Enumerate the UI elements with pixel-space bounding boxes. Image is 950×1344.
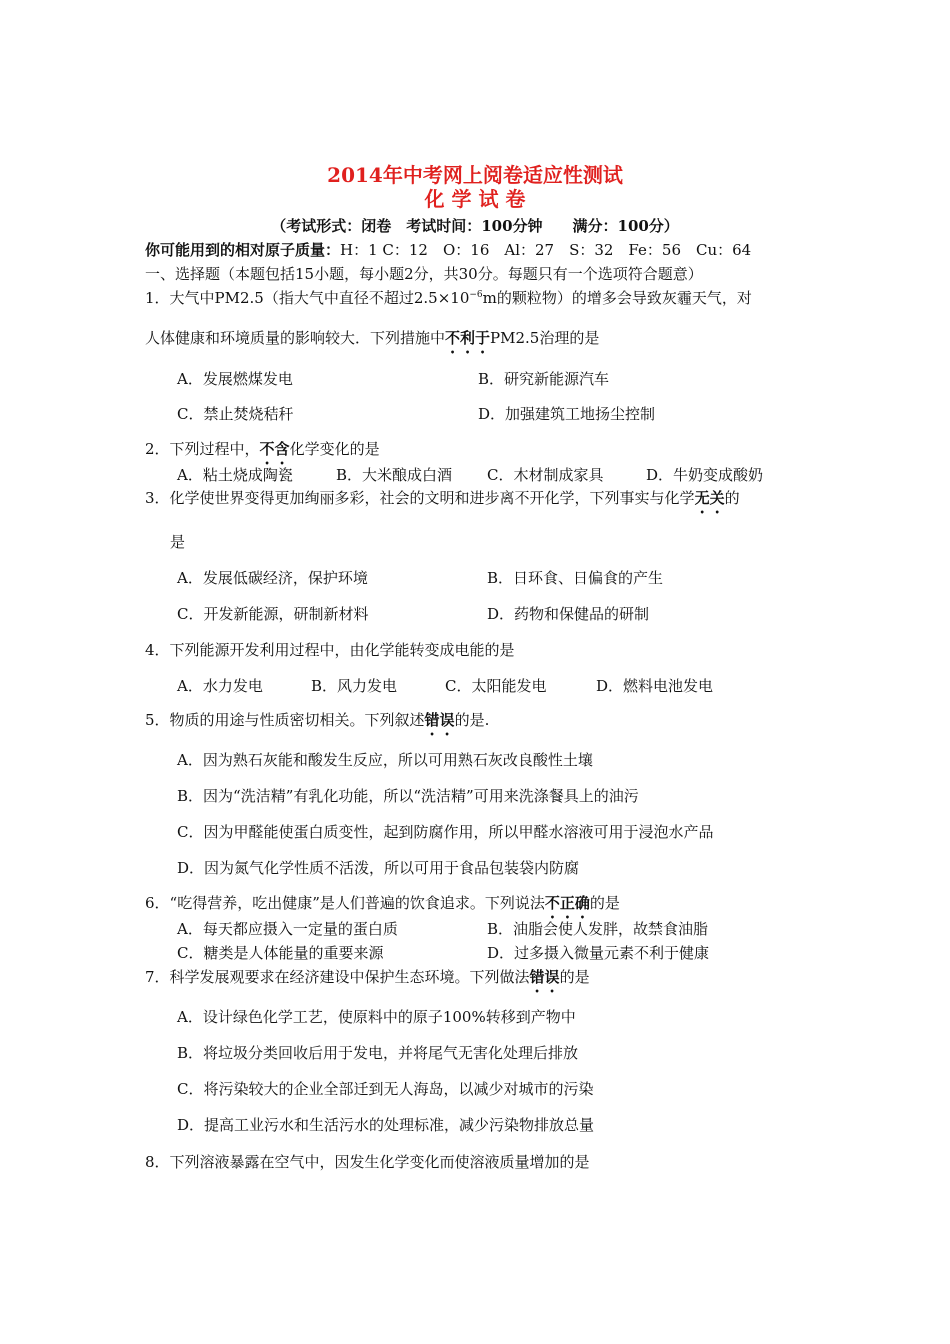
q3-text-a: 3．化学使世界变得更加绚丽多彩，社会的文明和进步离不开化学，下列事实与化学: [145, 489, 695, 507]
q2-option-b[interactable]: B．大米酿成白酒: [336, 466, 453, 484]
q2-emphasis: 不含: [259, 440, 290, 458]
q5-emphasis: 错误: [424, 711, 455, 729]
q1-option-b[interactable]: B．研究新能源汽车: [478, 370, 610, 388]
q2-stem: [145, 439, 380, 468]
q1-exponent: −6: [469, 290, 483, 300]
q7-option-a[interactable]: A．设计绿色化学工艺，使原料中的原子100%转移到产物中: [177, 1008, 576, 1026]
q5-text-b: 的是.: [454, 711, 490, 729]
q6-option-a[interactable]: A．每天都应摄入一定量的蛋白质: [177, 920, 398, 938]
q5-option-b[interactable]: B．因为“洗洁精”有乳化功能，所以“洗洁精”可用来洗涤餐具上的油污: [177, 787, 639, 805]
q4-option-a[interactable]: A．水力发电: [177, 677, 263, 695]
q7-stem: [145, 967, 590, 996]
q1-option-d[interactable]: D．加强建筑工地扬尘控制: [478, 405, 656, 423]
q7-emphasis: 错误: [529, 968, 560, 986]
q7-option-c[interactable]: C．将污染较大的企业全部迁到无人海岛，以减少对城市的污染: [177, 1080, 594, 1098]
q1-option-c[interactable]: C．禁止焚烧秸秆: [177, 405, 294, 423]
q3-text-b: 的: [724, 489, 740, 507]
q5-text-a: 5．物质的用途与性质密切相关。下列叙述: [145, 711, 425, 729]
q1-stem-line2: [145, 328, 599, 357]
q1-text-c: 人体健康和环境质量的影响较大．下列措施中: [145, 329, 446, 347]
q5-stem: [145, 710, 489, 739]
q1-option-a[interactable]: A．发展燃煤发电: [177, 370, 293, 388]
q2-text-a: 2．下列过程中，: [145, 440, 260, 458]
atomic-mass-values: H：1 C：12 O：16 Al：27 S：32 Fe：56 Cu：64: [340, 241, 752, 259]
q6-option-b[interactable]: B．油脂会使人发胖，故禁食油脂: [487, 920, 709, 938]
q3-emphasis: 无关: [694, 489, 725, 507]
q1-text-d: PM2.5治理的是: [490, 329, 600, 347]
atomic-mass-line: [145, 240, 751, 260]
q2-option-a[interactable]: A．粘土烧成陶瓷: [177, 466, 293, 484]
q1-text-a: 1．大气中PM2.5（指大气中直径不超过2.5×10: [145, 289, 470, 307]
q6-stem: [145, 893, 620, 922]
q8-stem: 8．下列溶液暴露在空气中，因发生化学变化而使溶液质量增加的是: [145, 1153, 590, 1171]
q7-text-a: 7．科学发展观要求在经济建设中保护生态环境。下列做法: [145, 968, 530, 986]
q3-option-c[interactable]: C．开发新能源，研制新材料: [177, 605, 369, 623]
q5-option-a[interactable]: A．因为熟石灰能和酸发生反应，所以可用熟石灰改良酸性土壤: [177, 751, 593, 769]
q2-text-b: 化学变化的是: [289, 440, 380, 458]
q5-option-c[interactable]: C．因为甲醛能使蛋白质变性，起到防腐作用，所以甲醛水溶液可用于浸泡水产品: [177, 823, 714, 841]
q1-emphasis: 不利于: [445, 329, 491, 347]
q2-option-d[interactable]: D．牛奶变成酸奶: [646, 466, 764, 484]
q4-option-c[interactable]: C．太阳能发电: [445, 677, 547, 695]
q4-stem: 4．下列能源开发利用过程中，由化学能转变成电能的是: [145, 641, 515, 659]
section-heading: 一、选择题（本题包括15小题，每小题2分，共30分。每题只有一个选项符合题意）: [145, 265, 703, 283]
q6-emphasis: 不正确: [544, 894, 590, 912]
q7-option-b[interactable]: B．将垃圾分类回收后用于发电，并将尾气无害化处理后排放: [177, 1044, 579, 1062]
atomic-mass-label: 你可能用到的相对原子质量：: [145, 241, 341, 259]
exam-info: （考试形式：闭卷 考试时间：100分钟 满分：100分）: [271, 217, 679, 235]
q4-option-b[interactable]: B．风力发电: [311, 677, 398, 695]
q1-text-b: m的颗粒物）的增多会导致灰霾天气，对: [482, 289, 752, 307]
q5-option-d[interactable]: D．因为氮气化学性质不活泼，所以可用于食品包装袋内防腐: [177, 859, 580, 877]
q3-option-a[interactable]: A．发展低碳经济，保护环境: [177, 569, 368, 587]
q6-option-c[interactable]: C．糖类是人体能量的重要来源: [177, 944, 384, 962]
exam-subtitle: 化 学 试 卷: [424, 187, 526, 211]
q2-option-c[interactable]: C．木材制成家具: [487, 466, 604, 484]
q3-stem-line1: [145, 488, 740, 517]
q1-stem-line1: [145, 288, 752, 308]
q3-option-b[interactable]: B．日环食、日偏食的产生: [487, 569, 664, 587]
exam-title: 2014年中考网上阅卷适应性测试: [327, 163, 623, 187]
q3-stem-line2: 是: [170, 533, 186, 551]
q4-option-d[interactable]: D．燃料电池发电: [596, 677, 714, 695]
q3-option-d[interactable]: D．药物和保健品的研制: [487, 605, 650, 623]
q7-text-b: 的是: [559, 968, 590, 986]
q6-text-b: 的是: [589, 894, 620, 912]
q6-text-a: 6．“吃得营养，吃出健康”是人们普遍的饮食追求。下列说法: [145, 894, 545, 912]
q7-option-d[interactable]: D．提高工业污水和生活污水的处理标准，减少污染物排放总量: [177, 1116, 595, 1134]
q6-option-d[interactable]: D．过多摄入微量元素不利于健康: [487, 944, 710, 962]
